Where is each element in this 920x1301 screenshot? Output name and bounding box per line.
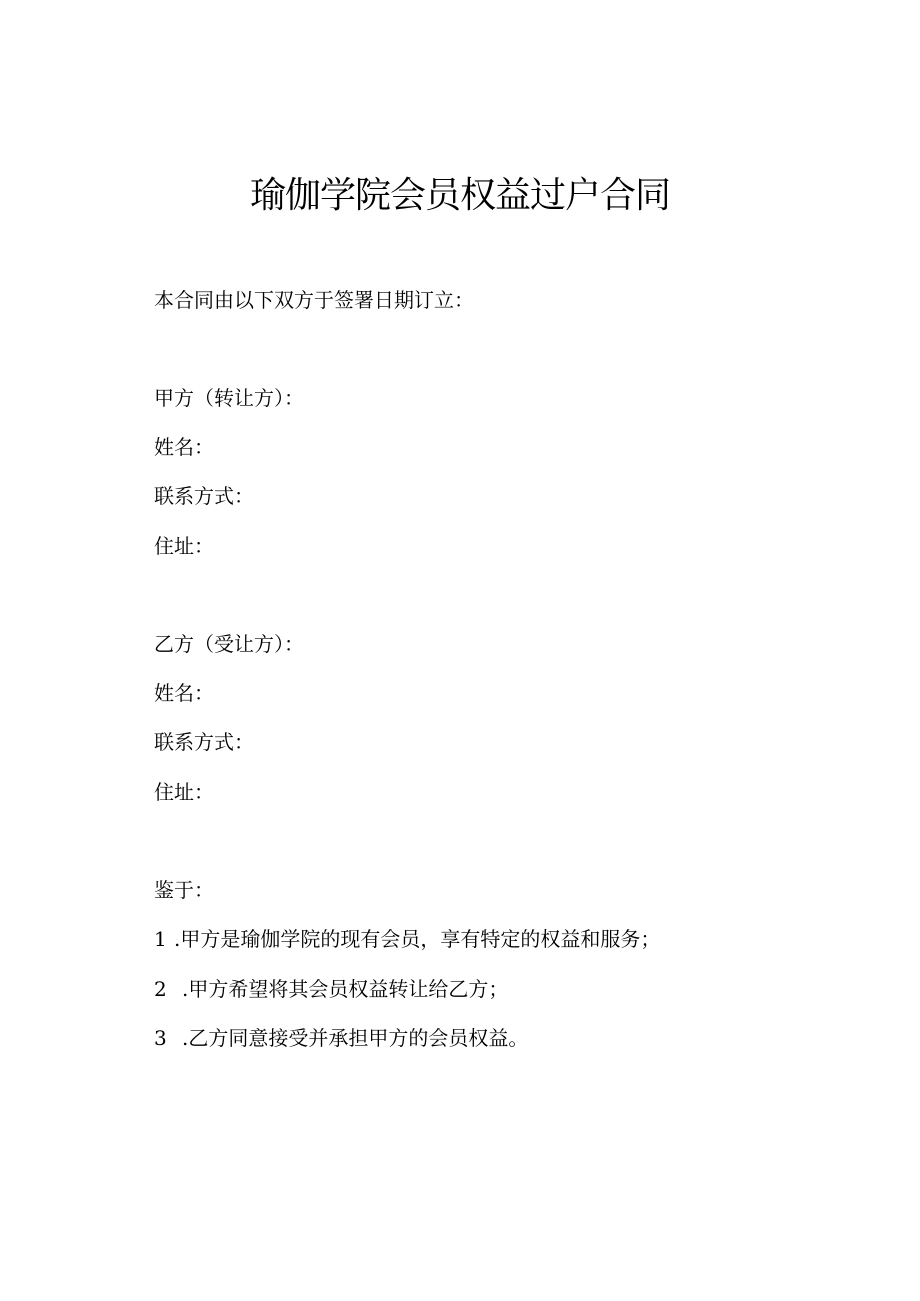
party-a-address-label: 住址：	[154, 534, 214, 558]
party-a-name-label: 姓名：	[154, 435, 214, 459]
party-b-heading: 乙方（受让方）：	[154, 632, 304, 656]
whereas-item	[154, 925, 660, 953]
whereas-item-number: 1	[154, 927, 167, 951]
party-a-contact-label: 联系方式：	[154, 484, 254, 508]
whereas-item	[154, 975, 508, 1003]
whereas-item-number: 2	[154, 977, 167, 1001]
intro-text: 本合同由以下双方于签署日期订立：	[154, 288, 474, 312]
whereas-item	[154, 1024, 528, 1052]
whereas-item-text: .甲方是瑜伽学院的现有会员，享有特定的权益和服务；	[174, 927, 661, 951]
whereas-item-text: .乙方同意接受并承担甲方的会员权益。	[182, 1026, 529, 1050]
party-b-contact-label: 联系方式：	[154, 730, 254, 754]
party-b-address-label: 住址：	[154, 780, 214, 804]
whereas-heading: 鉴于：	[154, 878, 214, 902]
whereas-item-number: 3	[154, 1026, 167, 1050]
whereas-item-text: .甲方希望将其会员权益转让给乙方；	[182, 977, 509, 1001]
document-title: 瑜伽学院会员权益过户合同	[249, 175, 670, 216]
party-b-name-label: 姓名：	[154, 681, 214, 705]
party-a-heading: 甲方（转让方）：	[154, 386, 304, 410]
